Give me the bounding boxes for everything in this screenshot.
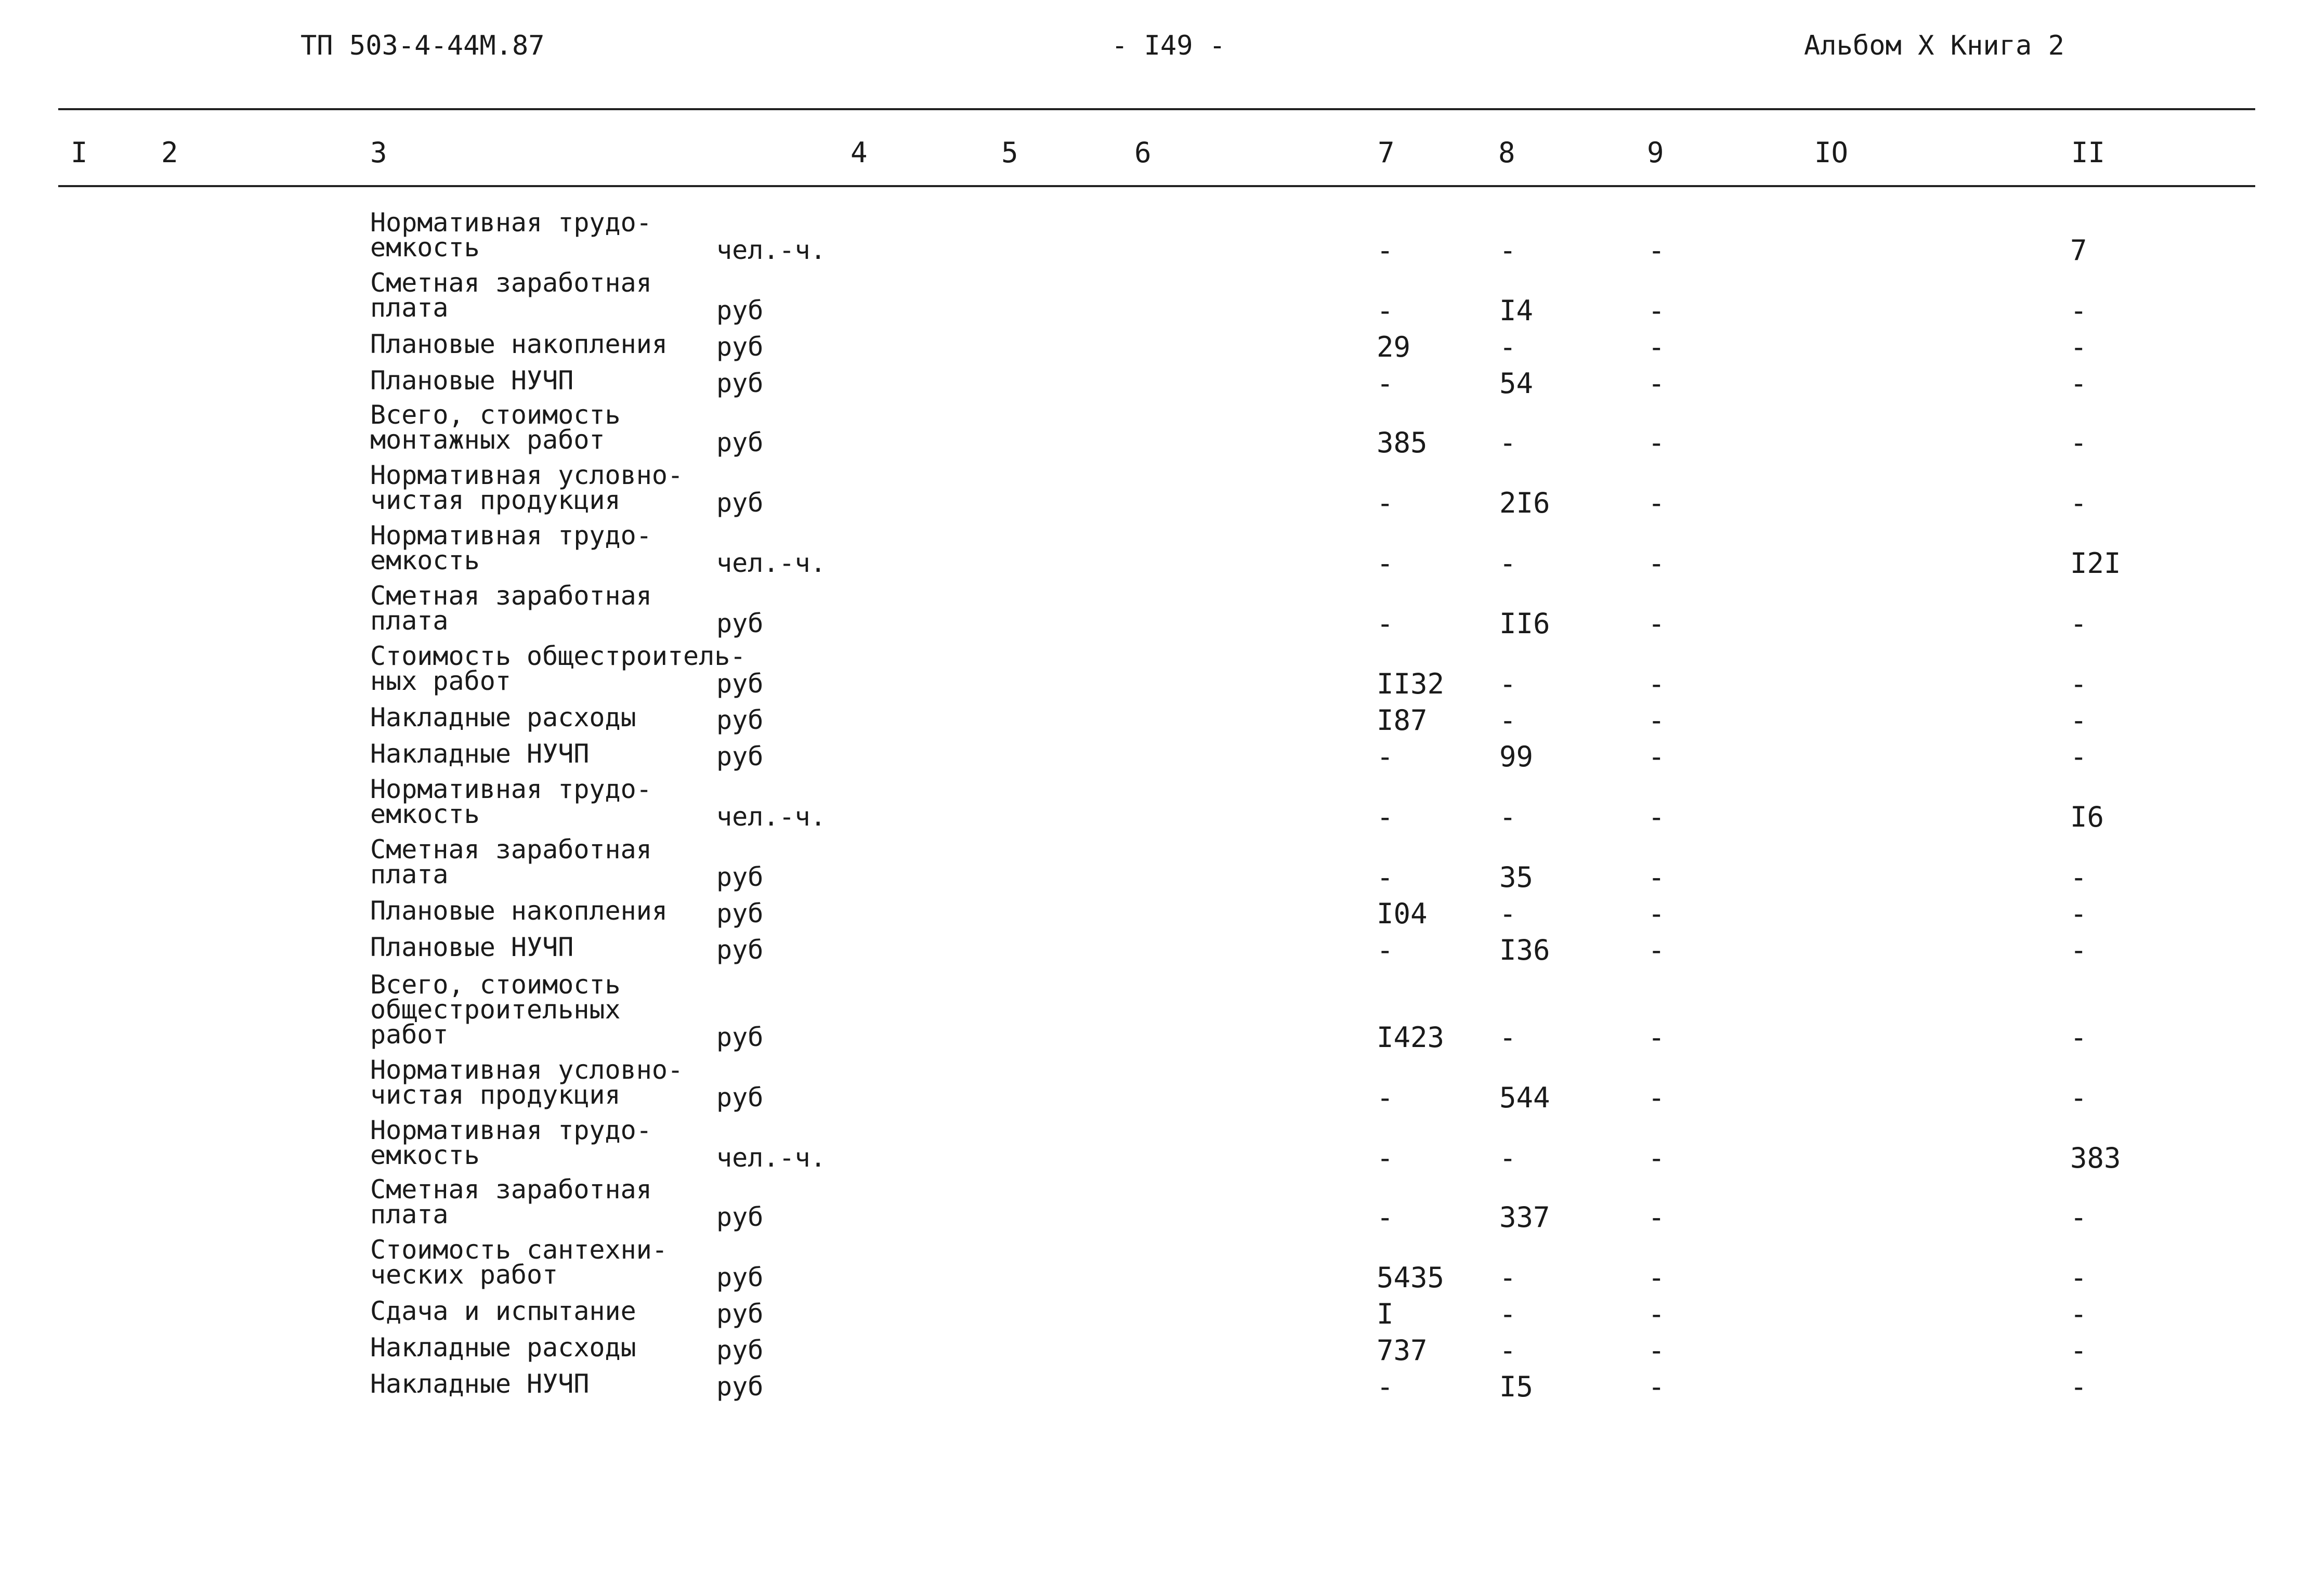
row-12-col7: - bbox=[1377, 801, 1394, 833]
row-1-col7: - bbox=[1377, 234, 1394, 267]
row-1-col11: 7 bbox=[2070, 234, 2087, 267]
row-7-unit: чел.-ч. bbox=[716, 548, 826, 578]
row-19-col8: 337 bbox=[1499, 1201, 1550, 1234]
row-11-name-line-1: Накладные НУЧП bbox=[370, 739, 590, 769]
document-code: ТП 503-4-44М.87 bbox=[300, 30, 545, 61]
row-8-col11: - bbox=[2070, 607, 2087, 640]
row-9-col8: - bbox=[1499, 668, 1516, 700]
row-17-name-line-2: чистая продукция bbox=[370, 1080, 621, 1110]
row-13-name-line-1: Сметная заработная bbox=[370, 834, 652, 865]
row-3-col9: - bbox=[1648, 331, 1665, 363]
row-17-col8: 544 bbox=[1499, 1081, 1550, 1114]
row-15-col8: I36 bbox=[1499, 934, 1550, 966]
row-10-col11: - bbox=[2070, 704, 2087, 737]
row-3-col8: - bbox=[1499, 331, 1516, 363]
row-23-unit: руб bbox=[716, 1371, 764, 1402]
row-11-col8: 99 bbox=[1499, 740, 1534, 773]
row-18-col7: - bbox=[1377, 1142, 1394, 1174]
row-18-col8: - bbox=[1499, 1142, 1516, 1174]
row-22-col11: - bbox=[2070, 1334, 2087, 1367]
row-7-col8: - bbox=[1499, 547, 1516, 580]
row-23-col7: - bbox=[1377, 1370, 1394, 1403]
row-11-col9: - bbox=[1648, 740, 1665, 773]
row-14-unit: руб bbox=[716, 898, 764, 928]
row-15-col7: - bbox=[1377, 934, 1394, 966]
row-21-col11: - bbox=[2070, 1298, 2087, 1330]
row-12-name-line-2: емкость bbox=[370, 799, 480, 829]
row-6-name-line-1: Нормативная условно- bbox=[370, 460, 684, 490]
row-13-name-line-2: плата bbox=[370, 859, 449, 889]
row-6-col8: 2I6 bbox=[1499, 487, 1550, 519]
row-14-col11: - bbox=[2070, 897, 2087, 930]
row-16-unit: руб bbox=[716, 1022, 764, 1052]
row-2-col11: - bbox=[2070, 294, 2087, 327]
row-22-col7: 737 bbox=[1377, 1334, 1428, 1367]
row-20-col7: 5435 bbox=[1377, 1261, 1445, 1294]
table-header-bottom-rule bbox=[58, 185, 2255, 187]
row-2-unit: руб bbox=[716, 295, 764, 325]
row-17-col11: - bbox=[2070, 1081, 2087, 1114]
row-23-name-line-1: Накладные НУЧП bbox=[370, 1369, 590, 1399]
row-15-name-line-1: Плановые НУЧП bbox=[370, 932, 574, 962]
column-number-3: 3 bbox=[370, 136, 387, 169]
row-8-col9: - bbox=[1648, 607, 1665, 640]
row-5-col11: - bbox=[2070, 426, 2087, 459]
row-6-col9: - bbox=[1648, 487, 1665, 519]
row-20-col11: - bbox=[2070, 1261, 2087, 1294]
table-top-rule bbox=[58, 108, 2255, 110]
row-1-col9: - bbox=[1648, 234, 1665, 267]
row-16-col8: - bbox=[1499, 1021, 1516, 1054]
column-number-11: II bbox=[2071, 136, 2105, 169]
row-3-col7: 29 bbox=[1377, 331, 1411, 363]
row-5-col8: - bbox=[1499, 426, 1516, 459]
row-20-col8: - bbox=[1499, 1261, 1516, 1294]
row-10-col9: - bbox=[1648, 704, 1665, 737]
column-number-6: 6 bbox=[1134, 136, 1152, 169]
row-23-col9: - bbox=[1648, 1370, 1665, 1403]
column-number-1: I bbox=[71, 136, 88, 169]
row-8-col8: II6 bbox=[1499, 607, 1550, 640]
column-number-5: 5 bbox=[1001, 136, 1018, 169]
row-15-unit: руб bbox=[716, 935, 764, 965]
row-6-name-line-2: чистая продукция bbox=[370, 485, 621, 515]
row-21-col9: - bbox=[1648, 1298, 1665, 1330]
row-7-col11: I2I bbox=[2070, 547, 2121, 580]
row-16-col7: I423 bbox=[1377, 1021, 1445, 1054]
row-12-unit: чел.-ч. bbox=[716, 802, 826, 832]
row-7-name-line-1: Нормативная трудо- bbox=[370, 520, 652, 551]
row-8-name-line-1: Сметная заработная bbox=[370, 581, 652, 611]
row-20-name-line-1: Стоимость сантехни- bbox=[370, 1235, 668, 1265]
row-18-name-line-2: емкость bbox=[370, 1140, 480, 1170]
row-4-unit: руб bbox=[716, 368, 764, 398]
row-20-col9: - bbox=[1648, 1261, 1665, 1294]
row-13-col8: 35 bbox=[1499, 861, 1534, 894]
row-18-col9: - bbox=[1648, 1142, 1665, 1174]
column-number-9: 9 bbox=[1647, 136, 1664, 169]
row-13-col11: - bbox=[2070, 861, 2087, 894]
row-21-col8: - bbox=[1499, 1298, 1516, 1330]
row-21-unit: руб bbox=[716, 1299, 764, 1329]
row-22-name-line-1: Накладные расходы bbox=[370, 1332, 636, 1363]
row-22-col9: - bbox=[1648, 1334, 1665, 1367]
row-19-col7: - bbox=[1377, 1201, 1394, 1234]
row-5-name-line-1: Всего, стоимость bbox=[370, 400, 621, 430]
column-number-7: 7 bbox=[1378, 136, 1395, 169]
row-8-unit: руб bbox=[716, 608, 764, 638]
row-10-name-line-1: Накладные расходы bbox=[370, 702, 636, 732]
row-9-col7: II32 bbox=[1377, 668, 1445, 700]
row-6-col7: - bbox=[1377, 487, 1394, 519]
row-2-name-line-2: плата bbox=[370, 293, 449, 323]
row-4-col11: - bbox=[2070, 367, 2087, 400]
row-3-unit: руб bbox=[716, 332, 764, 362]
row-17-unit: руб bbox=[716, 1082, 764, 1113]
row-14-col8: - bbox=[1499, 897, 1516, 930]
row-10-col8: - bbox=[1499, 704, 1516, 737]
row-18-col11: 383 bbox=[2070, 1142, 2121, 1174]
row-1-name-line-2: емкость bbox=[370, 232, 480, 263]
row-12-col11: I6 bbox=[2070, 801, 2104, 833]
row-3-col11: - bbox=[2070, 331, 2087, 363]
row-13-unit: руб bbox=[716, 862, 764, 892]
row-19-name-line-1: Сметная заработная bbox=[370, 1174, 652, 1205]
row-21-name-line-1: Сдача и испытание bbox=[370, 1296, 636, 1326]
row-20-unit: руб bbox=[716, 1262, 764, 1292]
row-10-unit: руб bbox=[716, 705, 764, 735]
row-9-name-line-1: Стоимость общестроитель- bbox=[370, 641, 746, 671]
row-11-col11: - bbox=[2070, 740, 2087, 773]
row-8-col7: - bbox=[1377, 607, 1394, 640]
row-14-name-line-1: Плановые накопления bbox=[370, 896, 668, 926]
row-2-name-line-1: Сметная заработная bbox=[370, 268, 652, 298]
row-12-name-line-1: Нормативная трудо- bbox=[370, 774, 652, 804]
row-3-name-line-1: Плановые накопления bbox=[370, 329, 668, 359]
row-16-name-line-3: работ bbox=[370, 1019, 449, 1050]
row-1-col8: - bbox=[1499, 234, 1516, 267]
row-22-unit: руб bbox=[716, 1335, 764, 1365]
row-20-name-line-2: ческих работ bbox=[370, 1260, 558, 1290]
row-4-col8: 54 bbox=[1499, 367, 1534, 400]
row-9-unit: руб bbox=[716, 669, 764, 699]
row-21-col7: I bbox=[1377, 1298, 1394, 1330]
row-23-col8: I5 bbox=[1499, 1370, 1534, 1403]
row-9-col9: - bbox=[1648, 668, 1665, 700]
row-15-col9: - bbox=[1648, 934, 1665, 966]
page-number: - I49 - bbox=[1111, 30, 1226, 61]
row-17-col7: - bbox=[1377, 1081, 1394, 1114]
row-16-col9: - bbox=[1648, 1021, 1665, 1054]
row-2-col9: - bbox=[1648, 294, 1665, 327]
row-4-name-line-1: Плановые НУЧП bbox=[370, 365, 574, 396]
row-7-col7: - bbox=[1377, 547, 1394, 580]
row-5-col7: 385 bbox=[1377, 426, 1428, 459]
row-5-unit: руб bbox=[716, 427, 764, 457]
row-18-name-line-1: Нормативная трудо- bbox=[370, 1115, 652, 1145]
row-9-col11: - bbox=[2070, 668, 2087, 700]
column-number-2: 2 bbox=[161, 136, 178, 169]
row-6-unit: руб bbox=[716, 488, 764, 518]
row-13-col9: - bbox=[1648, 861, 1665, 894]
row-16-name-line-2: общестроительных bbox=[370, 995, 621, 1025]
row-16-name-line-1: Всего, стоимость bbox=[370, 970, 621, 1000]
row-5-name-line-2: монтажных работ bbox=[370, 425, 605, 455]
row-4-col7: - bbox=[1377, 367, 1394, 400]
row-2-col8: I4 bbox=[1499, 294, 1534, 327]
row-11-unit: руб bbox=[716, 741, 764, 771]
row-7-col9: - bbox=[1648, 547, 1665, 580]
album-book-label: Альбом X Книга 2 bbox=[1804, 30, 2064, 61]
column-number-4: 4 bbox=[851, 136, 868, 169]
row-17-col9: - bbox=[1648, 1081, 1665, 1114]
row-17-name-line-1: Нормативная условно- bbox=[370, 1055, 684, 1085]
row-4-col9: - bbox=[1648, 367, 1665, 400]
row-14-col9: - bbox=[1648, 897, 1665, 930]
row-12-col8: - bbox=[1499, 801, 1516, 833]
row-22-col8: - bbox=[1499, 1334, 1516, 1367]
row-2-col7: - bbox=[1377, 294, 1394, 327]
row-1-unit: чел.-ч. bbox=[716, 235, 826, 265]
row-19-col11: - bbox=[2070, 1201, 2087, 1234]
row-10-col7: I87 bbox=[1377, 704, 1428, 737]
column-number-10: IO bbox=[1814, 136, 1849, 169]
row-13-col7: - bbox=[1377, 861, 1394, 894]
row-18-unit: чел.-ч. bbox=[716, 1143, 826, 1173]
row-23-col11: - bbox=[2070, 1370, 2087, 1403]
row-14-col7: I04 bbox=[1377, 897, 1428, 930]
row-19-unit: руб bbox=[716, 1202, 764, 1232]
row-5-col9: - bbox=[1648, 426, 1665, 459]
row-8-name-line-2: плата bbox=[370, 606, 449, 636]
row-12-col9: - bbox=[1648, 801, 1665, 833]
row-19-name-line-2: плата bbox=[370, 1199, 449, 1229]
row-16-col11: - bbox=[2070, 1021, 2087, 1054]
row-15-col11: - bbox=[2070, 934, 2087, 966]
row-1-name-line-1: Нормативная трудо- bbox=[370, 207, 652, 238]
row-6-col11: - bbox=[2070, 487, 2087, 519]
row-19-col9: - bbox=[1648, 1201, 1665, 1234]
row-11-col7: - bbox=[1377, 740, 1394, 773]
row-7-name-line-2: емкость bbox=[370, 545, 480, 575]
column-number-8: 8 bbox=[1498, 136, 1515, 169]
row-9-name-line-2: ных работ bbox=[370, 666, 511, 696]
